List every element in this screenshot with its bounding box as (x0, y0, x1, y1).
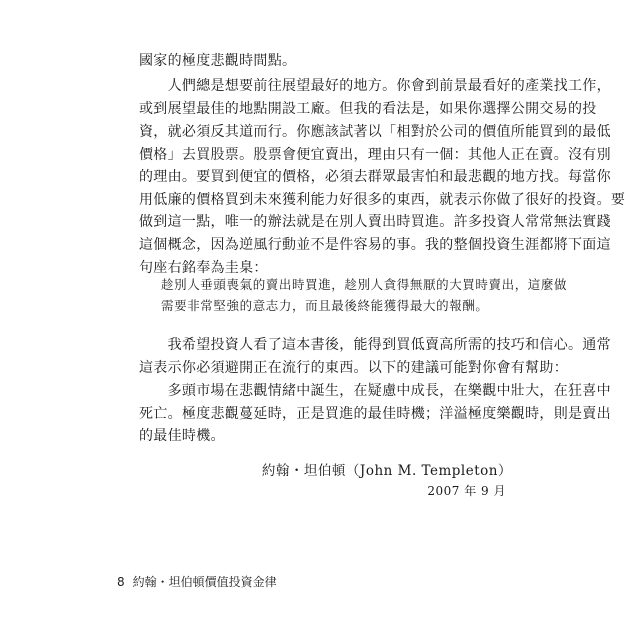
body-line: 資，就必須反其道而行。你應該試著以「相對於公司的價值所能買到的最低 (139, 124, 611, 140)
motto-quote-line: 趁別人垂頭喪氣的賣出時買進，趁別人貪得無厭的大買時賣出，這麼做 (161, 277, 568, 292)
body-line: 死亡。極度悲觀蔓延時，正是買進的最佳時機；洋溢極度樂觀時，則是賣出 (139, 406, 611, 422)
page-footer (117, 573, 277, 590)
body-line: 用低廉的價格買到未來獲利能力好很多的東西，就表示你做了很好的投資。要 (139, 192, 626, 208)
body-line: 國家的極度悲觀時間點。 (139, 53, 297, 69)
body-line: 多頭市場在悲觀情緒中誕生，在疑慮中成長，在樂觀中壯大，在狂喜中 (139, 383, 611, 399)
author-signature: 約翰・坦伯頓（John M. Templeton） (261, 463, 512, 479)
motto-quote-line: 需要非常堅強的意志力，而且最後終能獲得最大的報酬。 (161, 298, 489, 313)
body-line: 或到展望最佳的地點開設工廠。但我的看法是，如果你選擇公開交易的投 (139, 101, 597, 117)
running-title: 約翰・坦伯頓價值投資金律 (132, 575, 277, 589)
body-line: 人們總是想要前往展望最好的地方。你會到前景最看好的產業找工作， (139, 78, 611, 94)
body-line: 的最佳時機。 (139, 428, 225, 444)
signature-date: 2007 年 9 月 (427, 484, 506, 498)
body-line: 我希望投資人看了這本書後，能得到買低賣高所需的技巧和信心。通常 (139, 337, 611, 353)
body-line: 這表示你必須避開正在流行的東西。以下的建議可能對你會有幫助： (139, 360, 568, 376)
body-line: 這個概念，因為逆風行動並不是件容易的事。我的整個投資生涯都將下面這 (139, 237, 611, 253)
body-line: 的理由。要買到便宜的價格，必須去群眾最害怕和最悲觀的地方找。每當你 (139, 169, 611, 185)
body-line: 句座右銘奉為圭臬： (139, 260, 268, 276)
body-line: 做到這一點，唯一的辦法就是在別人賣出時買進。許多投資人常常無法實踐 (139, 214, 611, 230)
page-number: 8 (117, 575, 125, 589)
body-line: 價格」去買股票。股票會便宜賣出，理由只有一個：其他人正在賣。沒有別 (139, 147, 611, 163)
